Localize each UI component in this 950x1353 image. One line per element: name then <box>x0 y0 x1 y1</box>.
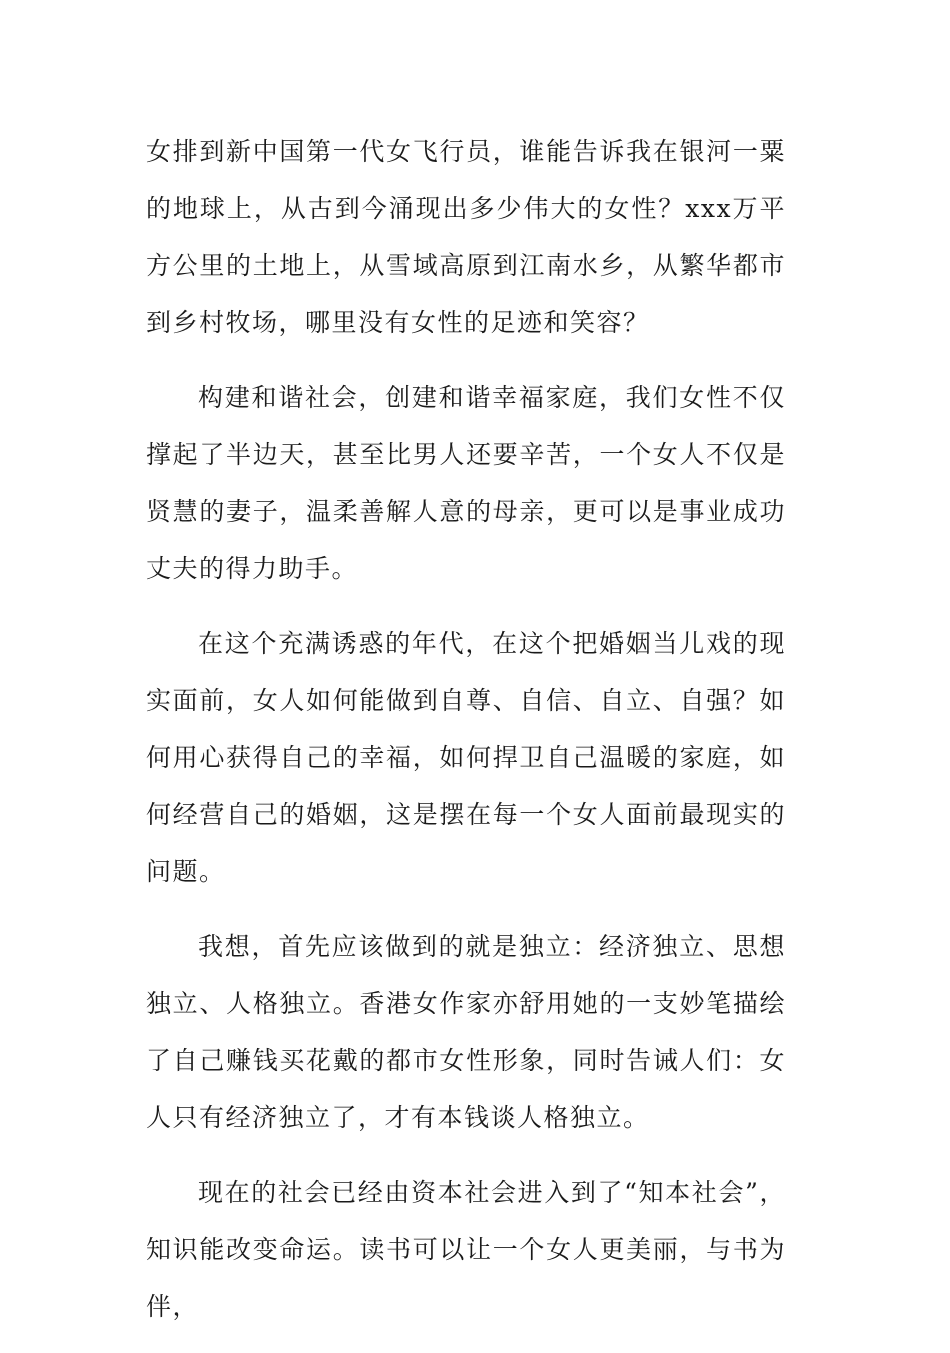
paragraph-3: 在这个充满诱惑的年代，在这个把婚姻当儿戏的现实面前，女人如何能做到自尊、自信、自立、自强？如何用心获得自己的幸福，如何捍卫自己温暖的家庭，如何经营自己的婚姻，这是摆在每一个女人面前最现实的问题。 <box>146 629 786 886</box>
paragraph-1: 女排到新中国第一代女飞行员，谁能告诉我在银河一粟的地球上，从古到今涌现出多少伟大的女性？xxx万平方公里的土地上，从雪域高原到江南水乡，从繁华都市到乡村牧场，哪里没有女性的足迹和笑容？ <box>146 137 786 337</box>
document-body <box>146 123 786 1353</box>
paragraph-5: 现在的社会已经由资本社会进入到了“知本社会”，知识能改变命运。读书可以让一个女人更美丽，与书为伴， <box>146 1178 786 1321</box>
paragraph-2: 构建和谐社会，创建和谐幸福家庭，我们女性不仅撑起了半边天，甚至比男人还要辛苦，一个女人不仅是贤慧的妻子，温柔善解人意的母亲，更可以是事业成功丈夫的得力助手。 <box>146 383 786 583</box>
paragraph-4: 我想，首先应该做到的就是独立：经济独立、思想独立、人格独立。香港女作家亦舒用她的一支妙笔描绘了自己赚钱买花戴的都市女性形象，同时告诫人们：女人只有经济独立了，才有本钱谈人格独立。 <box>146 932 786 1132</box>
